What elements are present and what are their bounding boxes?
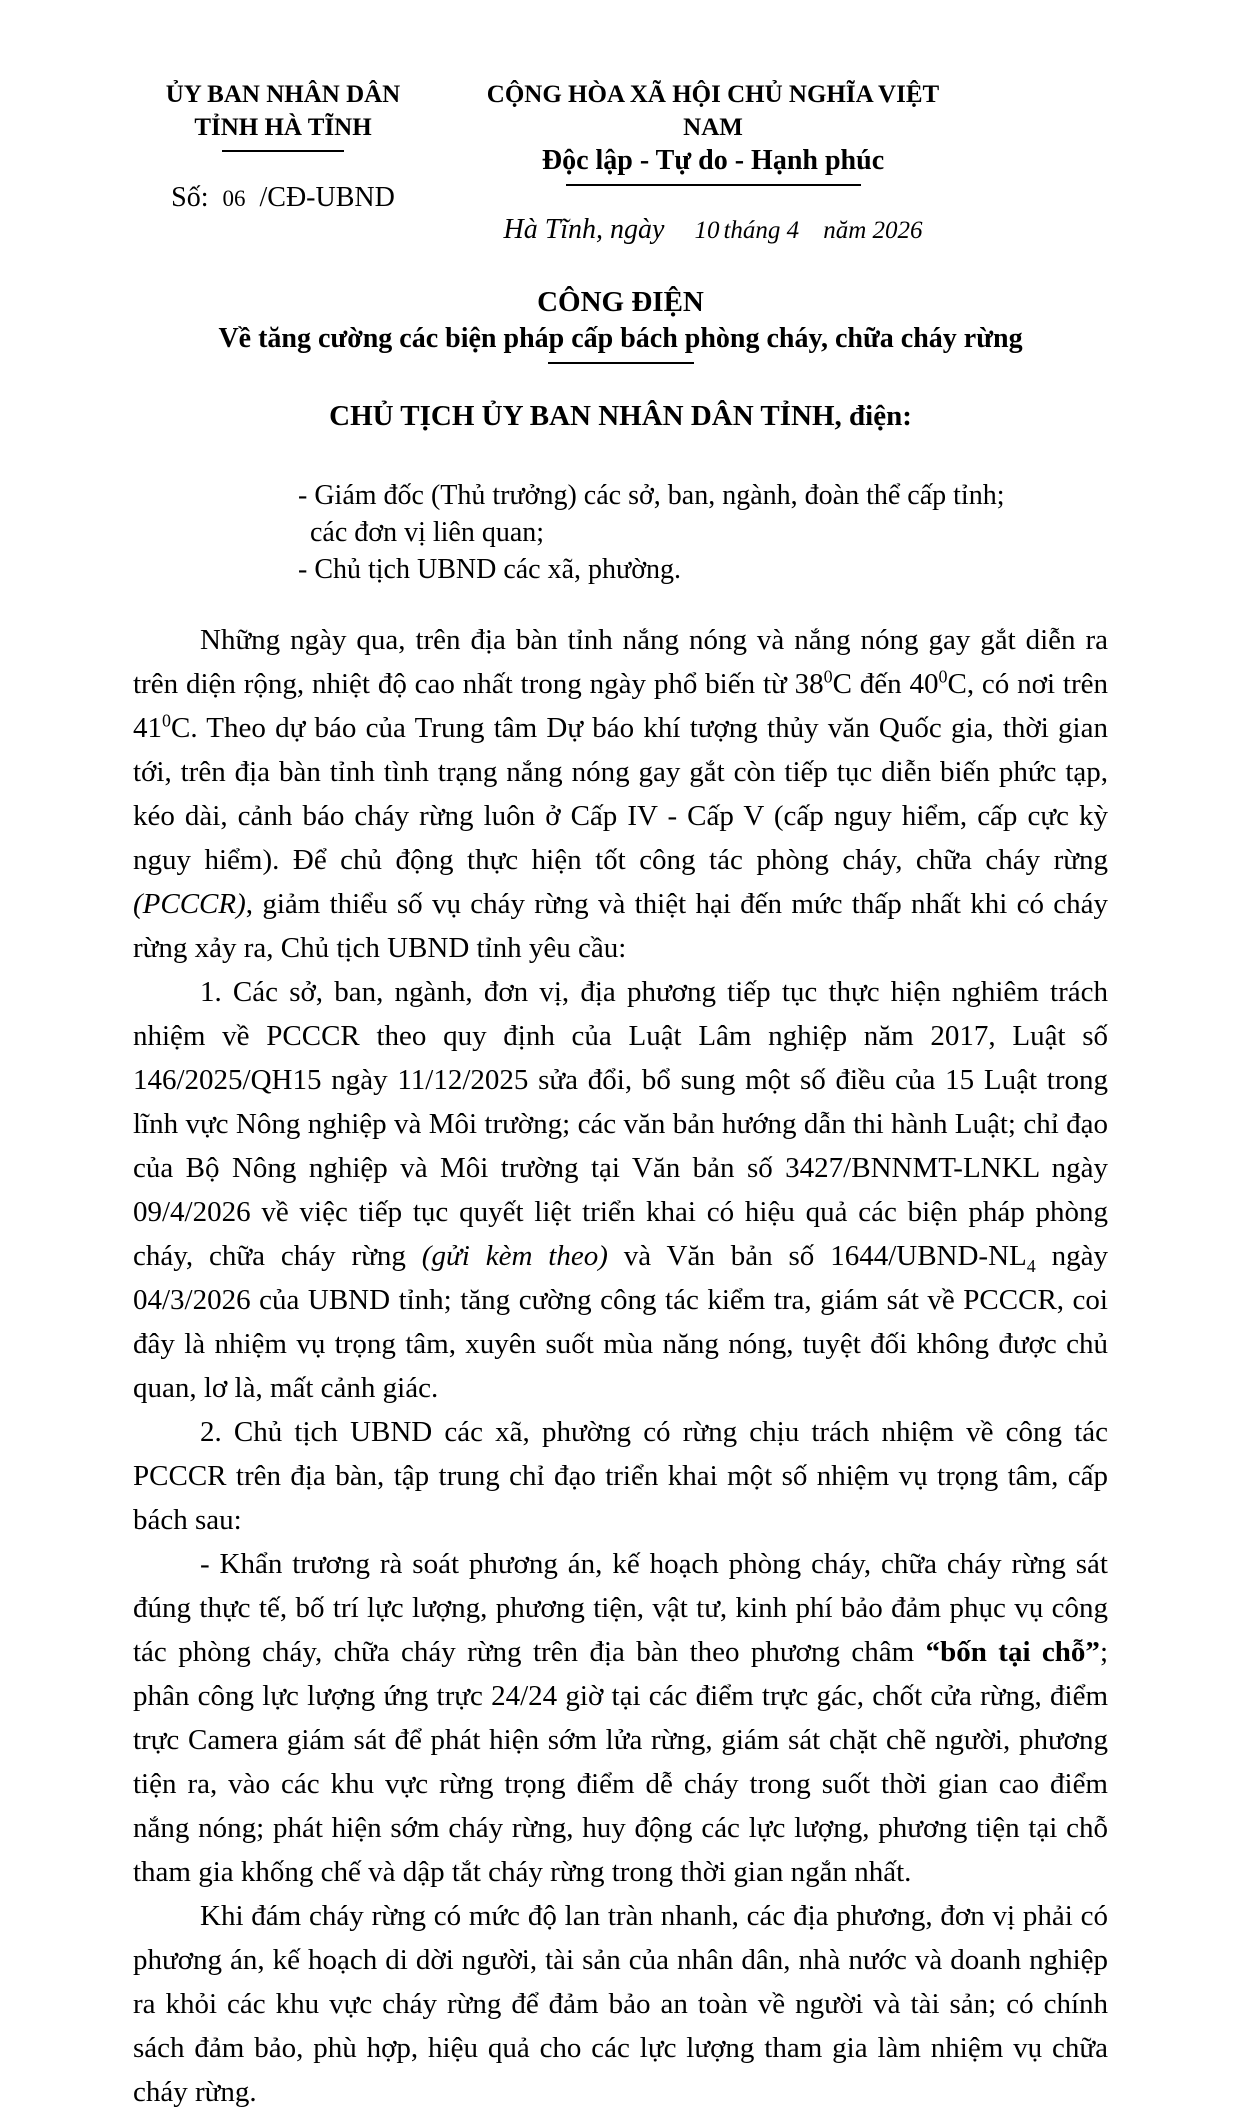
text-run: (gửi kèm theo) bbox=[421, 1240, 608, 1272]
document-number-suffix: /CĐ-UBND bbox=[259, 182, 395, 213]
recipient-line: - Giám đốc (Thủ trưởng) các sở, ban, ngành, đoàn thể cấp tỉnh; bbox=[298, 480, 1005, 511]
issuer-block bbox=[133, 78, 433, 214]
national-title: CỘNG HÒA XÃ HỘI CHỦ NGHĨA VIỆT NAM bbox=[486, 81, 940, 141]
text-run: , giảm thiểu số vụ cháy rừng và thiệt hại đến mức thấp nhất khi có cháy rừng xảy ra, Chủ tịch UBND tỉnh yêu cầu: bbox=[133, 888, 1108, 964]
paragraph bbox=[133, 1542, 1108, 1894]
text-run: C đến 40 bbox=[832, 668, 939, 700]
paragraph bbox=[133, 1894, 1108, 2114]
text-run: C. Theo dự báo của Trung tâm Dự báo khí tượng thủy văn Quốc gia, thời gian tới, trên địa bàn tỉnh tình trạng nắng nóng gay gắt còn tiếp tục diễn biến phức tạp, kéo dài, cảnh báo cháy rừng luôn ở Cấp IV - Cấp V (cấp nguy hiểm, cấp cực kỳ nguy hiểm). Để chủ động thực hiện tốt công tác phòng cháy, chữa cháy rừng bbox=[133, 712, 1108, 876]
document-header bbox=[133, 78, 1108, 246]
date-year: năm 2026 bbox=[823, 217, 923, 244]
issuer-name-line1: ỦY BAN NHÂN DÂN bbox=[165, 81, 401, 108]
national-motto-block bbox=[463, 78, 963, 246]
recipient-line: các đơn vị liên quan; bbox=[310, 517, 545, 548]
text-run: “bốn tại chỗ” bbox=[925, 1636, 1100, 1668]
text-run: 2. Chủ tịch UBND các xã, phường có rừng chịu trách nhiệm về công tác PCCCR trên địa bàn, tập trung chỉ đạo triển khai một số nhiệm vụ trọng tâm, cấp bách sau: bbox=[133, 1416, 1108, 1536]
date-line bbox=[463, 214, 963, 246]
text-run: ngày 04/3/2026 của UBND tỉnh; tăng cường công tác kiểm tra, giám sát về PCCCR, coi đây là nhiệm vụ trọng tâm, xuyên suốt mùa năng nóng, tuyệt đối không được chủ quan, lơ là, mất cảnh giác. bbox=[133, 1240, 1108, 1404]
date-month: tháng 4 bbox=[723, 217, 800, 244]
document-number-value: 06 bbox=[222, 186, 246, 211]
text-run: C, có nơi trên 41 bbox=[133, 668, 1108, 744]
document-body bbox=[133, 618, 1108, 2114]
date-place: Hà Tĩnh, ngày bbox=[503, 214, 665, 245]
national-motto: Độc lập - Tự do - Hạnh phúc bbox=[541, 145, 885, 176]
subject-underline bbox=[548, 362, 694, 364]
text-run: - Khẩn trương rà soát phương án, kế hoạch phòng cháy, chữa cháy rừng sát đúng thực tế, bố trí lực lượng, phương tiện, vật tư, kinh phí bảo đảm phục vụ công tác phòng cháy, chữa cháy rừng trên địa bàn theo phương châm bbox=[133, 1548, 1108, 1668]
text-run: Những ngày qua, trên địa bàn tỉnh nắng nóng và nắng nóng gay gắt diễn ra trên diện rộng, nhiệt độ cao nhất trong ngày phổ biến từ 38 bbox=[133, 624, 1108, 700]
document-type-title: CÔNG ĐIỆN bbox=[537, 286, 704, 318]
paragraph bbox=[133, 970, 1108, 1410]
text-run: 4 bbox=[1026, 1255, 1036, 1276]
paragraph bbox=[133, 618, 1108, 970]
document-subject: Về tăng cường các biện pháp cấp bách phòng cháy, chữa cháy rừng bbox=[218, 323, 1023, 354]
date-day: 10 bbox=[694, 217, 720, 244]
text-run: ; phân công lực lượng ứng trực 24/24 giờ tại các điểm trực gác, chốt cửa rừng, điểm trực Camera giám sát để phát hiện sớm lửa rừng, giám sát chặt chẽ người, phương tiện ra, vào các khu vực rừng trọng điểm dễ cháy trong suốt thời gian cao điểm nắng nóng; phát hiện sớm cháy rừng, huy động các lực lượng, phương tiện tại chỗ tham gia khống chế và dập tắt cháy rừng trong thời gian ngắn nhất. bbox=[133, 1636, 1108, 1888]
text-run: 1. Các sở, ban, ngành, đơn vị, địa phương tiếp tục thực hiện nghiêm trách nhiệm về PCCCR theo quy định của Luật Lâm nghiệp năm 2017, Luật số 146/2025/QH15 ngày 11/12/2025 sửa đổi, bổ sung một số điều của 15 Luật trong lĩnh vực Nông nghiệp và Môi trường; các văn bản hướng dẫn thi hành Luật; chỉ đạo của Bộ Nông nghiệp và Môi trường tại Văn bản số 3427/BNNMT-LNKL ngày 09/4/2026 về việc tiếp tục quyết liệt triển khai có hiệu quả các biện pháp phòng cháy, chữa cháy rừng bbox=[133, 976, 1108, 1272]
text-run: 0 bbox=[938, 666, 948, 687]
document-number-line bbox=[133, 182, 433, 214]
title-block bbox=[133, 284, 1108, 364]
motto-underline bbox=[566, 184, 861, 186]
text-run: 0 bbox=[162, 710, 171, 731]
issuer-underline bbox=[222, 150, 344, 152]
text-run: (PCCCR) bbox=[133, 888, 246, 920]
issuer-name-line2: TỈNH HÀ TĨNH bbox=[194, 114, 372, 141]
recipients-block bbox=[133, 477, 1108, 588]
salutation-heading: CHỦ TỊCH ỦY BAN NHÂN DÂN TỈNH, điện: bbox=[329, 400, 912, 432]
text-run: 0 bbox=[823, 666, 833, 687]
document-number-label: Số: bbox=[171, 182, 209, 213]
recipient-line: - Chủ tịch UBND các xã, phường. bbox=[298, 554, 682, 585]
text-run: và Văn bản số 1644/UBND-NL bbox=[607, 1240, 1027, 1272]
text-run: Khi đám cháy rừng có mức độ lan tràn nhanh, các địa phương, đơn vị phải có phương án, kế hoạch di dời người, tài sản của nhân dân, nhà nước và doanh nghiệp ra khỏi các khu vực cháy rừng để đảm bảo an toàn về người và tài sản; có chính sách đảm bảo, phù hợp, hiệu quả cho các lực lượng tham gia làm nhiệm vụ chữa cháy rừng. bbox=[133, 1900, 1108, 2108]
paragraph bbox=[133, 1410, 1108, 1542]
